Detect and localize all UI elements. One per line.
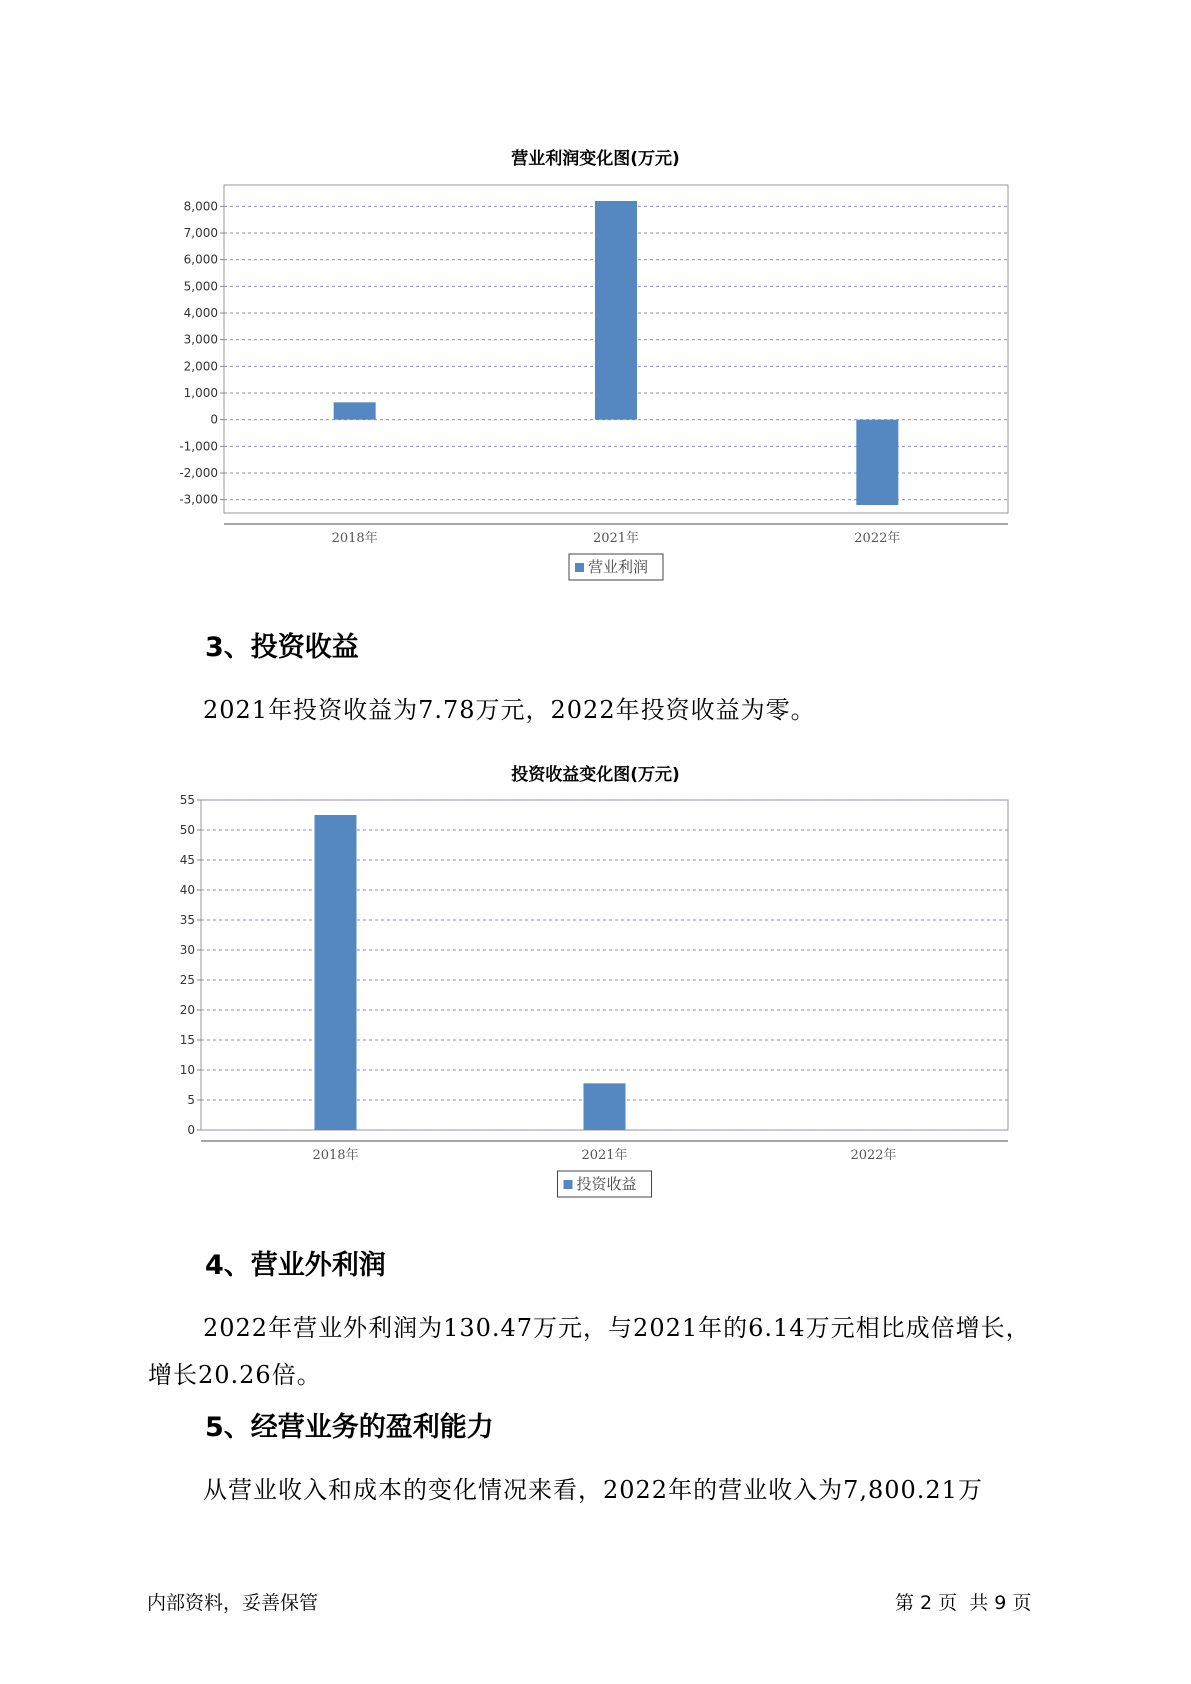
y-tick-label: 45: [179, 853, 195, 867]
section3-paragraph: 2021年投资收益为7.78万元，2022年投资收益为零。: [203, 696, 816, 724]
y-tick-label: 5: [187, 1093, 195, 1107]
x-tick-label: 2018年: [312, 1148, 359, 1163]
y-tick-label: 35: [179, 913, 195, 927]
footer-page-number: 第 2 页 共 9 页: [895, 1592, 1032, 1614]
x-tick-label: 2021年: [592, 531, 640, 546]
y-tick-label: 4,000: [183, 306, 218, 320]
y-tick-label: 25: [179, 973, 195, 987]
x-tick-label: 2022年: [854, 531, 901, 546]
section4-heading: 4、营业外利润: [205, 1250, 386, 1281]
section4-paragraph-line1: 2022年营业外利润为130.47万元，与2021年的6.14万元相比成倍增长，: [203, 1314, 1031, 1342]
y-tick-label: 50: [179, 823, 195, 837]
bar-2018年: [315, 815, 357, 1130]
y-tick-label: 5,000: [183, 279, 218, 294]
x-tick-label: 2018年: [331, 531, 378, 546]
y-tick-label: -3,000: [179, 492, 218, 507]
chart2-title: 投资收益变化图(万元): [511, 765, 680, 785]
legend-label: 营业利润: [588, 558, 649, 576]
section5-heading: 5、经营业务的盈利能力: [205, 1412, 494, 1443]
y-tick-label: 0: [210, 412, 218, 427]
section3-heading: 3、投资收益: [205, 632, 359, 663]
x-tick-label: 2022年: [850, 1148, 897, 1163]
y-tick-label: 6,000: [183, 252, 218, 267]
section5-paragraph: 从营业收入和成本的变化情况来看，2022年的营业收入为7,800.21万: [203, 1476, 983, 1504]
y-tick-label: -1,000: [179, 439, 218, 454]
section4-paragraph-line2: 增长20.26倍。: [148, 1361, 322, 1389]
x-tick-label: 2021年: [581, 1148, 628, 1163]
y-tick-label: 20: [179, 1003, 195, 1017]
y-tick-label: 55: [179, 793, 195, 807]
y-tick-label: 8,000: [183, 199, 218, 214]
y-tick-label: 15: [179, 1033, 195, 1047]
y-tick-label: 40: [179, 883, 195, 897]
y-tick-label: 3,000: [183, 332, 218, 347]
y-tick-label: 7,000: [183, 226, 218, 240]
y-tick-label: 10: [179, 1063, 195, 1077]
y-tick-label: 2,000: [183, 359, 218, 374]
y-tick-label: -2,000: [179, 466, 218, 480]
legend-label: 投资收益: [576, 1175, 637, 1193]
y-tick-label: 1,000: [183, 386, 218, 400]
bar-2021年: [584, 1083, 626, 1130]
chart1-title: 营业利润变化图(万元): [511, 149, 680, 169]
y-tick-label: 0: [187, 1123, 195, 1137]
footer-confidential: 内部资料，妥善保管: [147, 1592, 319, 1614]
y-tick-label: 30: [179, 943, 195, 957]
legend-swatch: [564, 1180, 573, 1189]
